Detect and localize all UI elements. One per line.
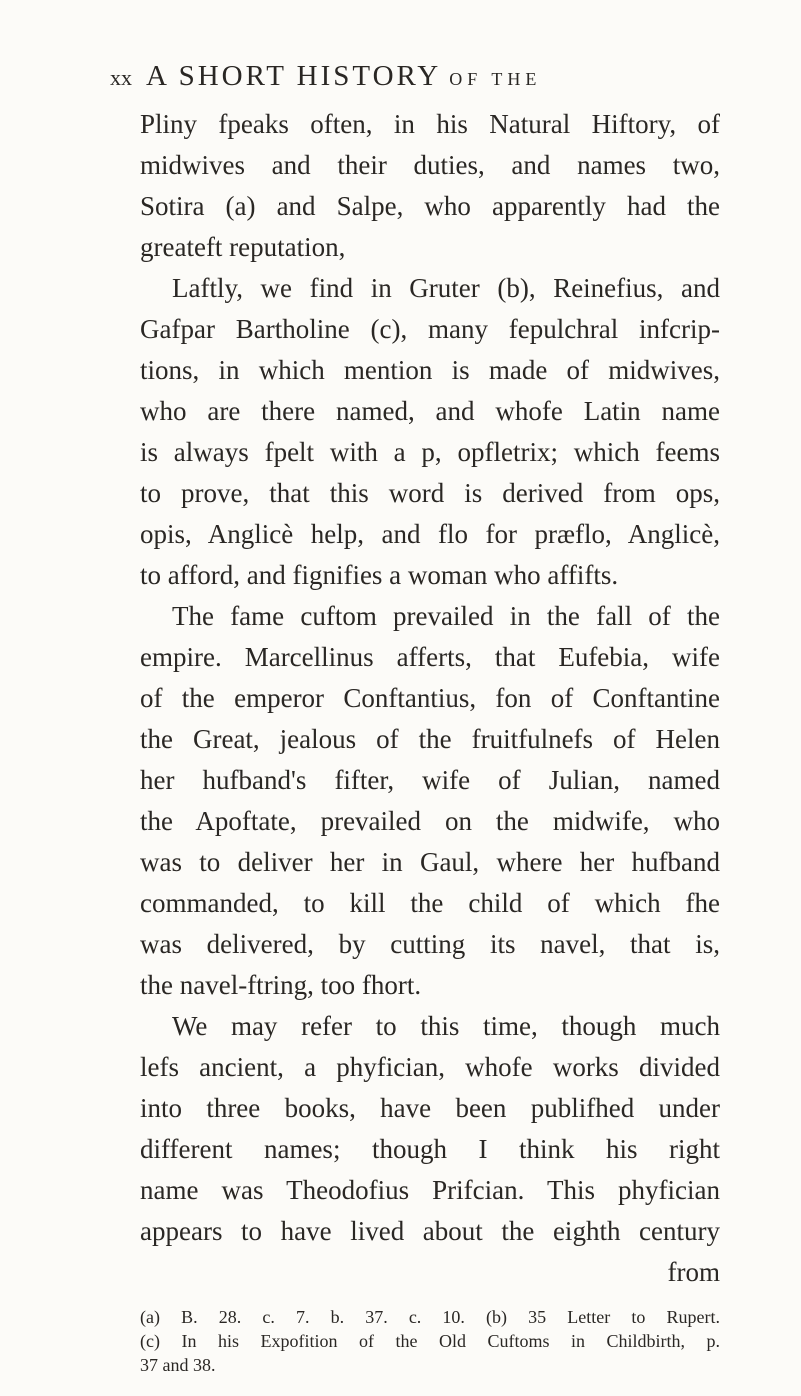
text-line: the Great, jealous of the fruitfulnefs of Helen: [140, 724, 720, 754]
text-line: Gafpar Bartholine (c), many fepulchral infcrip-: [140, 314, 720, 344]
text-line: different names; though I think his right: [140, 1134, 720, 1164]
body-text: [140, 104, 720, 1293]
text-line: appears to have lived about the eighth century: [140, 1216, 720, 1246]
text-line: was to deliver her in Gaul, where her hufband: [140, 847, 720, 877]
text-line: The fame cuftom prevailed in the fall of the: [172, 601, 720, 631]
text-line: We may refer to this time, though much: [172, 1011, 720, 1041]
text-line: opis, Anglicè help, and flo for præflo, Anglicè,: [140, 519, 720, 549]
text-line: to afford, and fignifies a woman who affifts.: [140, 560, 619, 590]
running-header: [110, 60, 710, 93]
text-line: was delivered, by cutting its navel, that is,: [140, 929, 720, 959]
text-line: the navel-ftring, too fhort.: [140, 970, 422, 1000]
text-line: who are there named, and whofe Latin name: [140, 396, 720, 426]
text-line: to prove, that this word is derived from ops,: [140, 478, 720, 508]
page-folio: xx: [110, 65, 132, 90]
running-subtitle: OF THE: [449, 69, 542, 89]
text-line: Sotira (a) and Salpe, who apparently had the: [140, 191, 720, 221]
text-line: empire. Marcellinus afferts, that Eufebia, wife: [140, 642, 720, 672]
text-line: name was Theodofius Prifcian. This phyfician: [140, 1175, 720, 1205]
text-line: lefs ancient, a phyfician, whofe works divided: [140, 1052, 720, 1082]
text-line: is always fpelt with a p, opfletrix; which feems: [140, 437, 720, 467]
text-line: Laftly, we find in Gruter (b), Reinefius, and: [172, 273, 720, 303]
footnote: (c) In his Expofition of the Old Cuftoms in Childbirth, p.: [140, 1331, 720, 1351]
text-line: of the emperor Conftantius, fon of Conftantine: [140, 683, 720, 713]
text-line: the Apoftate, prevailed on the midwife, who: [140, 806, 720, 836]
text-line: into three books, have been publifhed under: [140, 1093, 720, 1123]
running-title: A SHORT HISTORY: [146, 60, 442, 92]
footnote: (a) B. 28. c. 7. b. 37. c. 10. (b) 35 Letter to Rupert.: [140, 1307, 720, 1327]
footnote: 37 and 38.: [140, 1355, 216, 1375]
footnotes: [140, 1305, 720, 1377]
text-line: commanded, to kill the child of which fhe: [140, 888, 720, 918]
text-line: greateft reputation,: [140, 232, 346, 262]
text-line: tions, in which mention is made of midwives,: [140, 355, 720, 385]
text-line: midwives and their duties, and names two,: [140, 150, 720, 180]
catchword: from: [667, 1257, 720, 1287]
text-line: Pliny fpeaks often, in his Natural Hiftory, of: [140, 109, 720, 139]
text-line: her hufband's fifter, wife of Julian, named: [140, 765, 720, 795]
